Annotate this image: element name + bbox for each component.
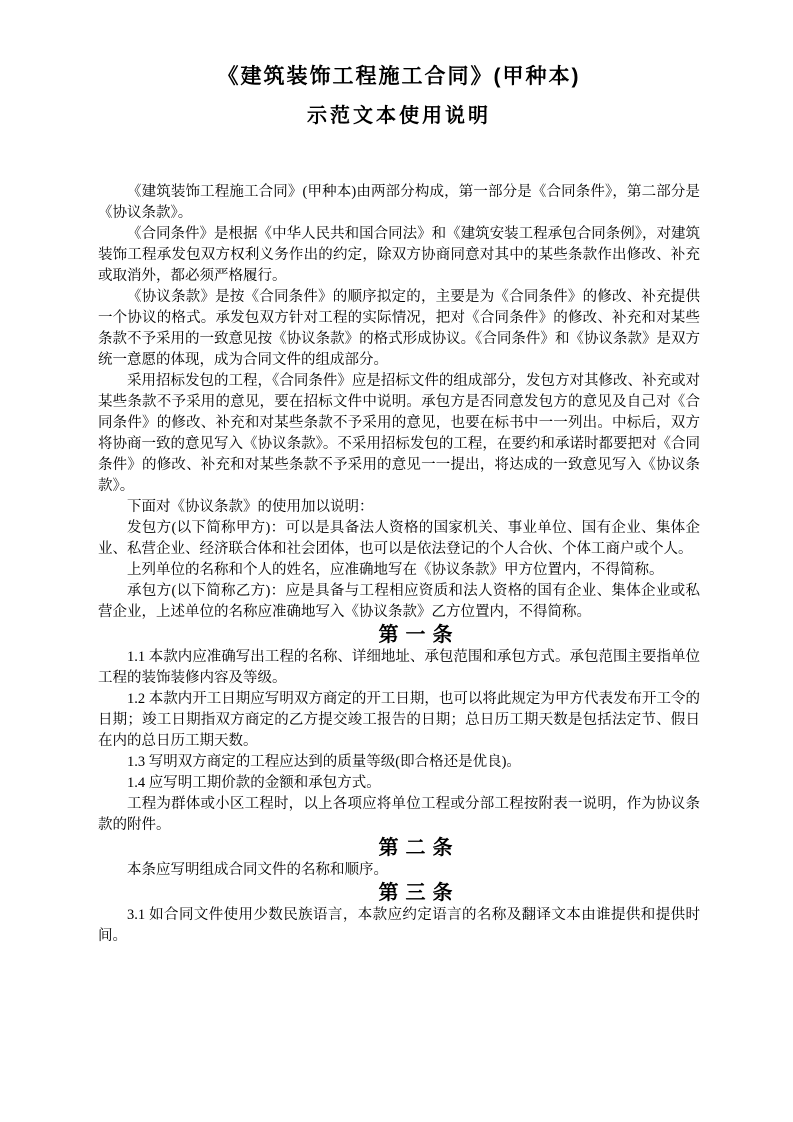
paragraph: 1.2 本款内开工日期应写明双方商定的开工日期，也可以将此规定为甲方代表发布开工令的日期；竣工日期指双方商定的乙方提交竣工报告的日期；总日历工期天数是包括法定节、假日在内的总日历工期天数。 [98,691,700,749]
paragraph: 本条应写明组成合同文件的名称和顺序。 [127,862,388,878]
paragraph: 1.3 写明双方商定的工程应达到的质量等级(即合格还是优良)。 [127,754,521,770]
paragraph: 上列单位的名称和个人的姓名，应准确地写在《协议条款》甲方位置内，不得简称。 [127,562,664,578]
document-body [98,182,700,947]
clause-heading-1: 第一条 [378,624,460,646]
clause-heading-3: 第三条 [378,882,460,904]
document-title: 《建筑装饰工程施工合同》(甲种本) [217,65,581,88]
paragraph: 《合同条件》是根据《中华人民共和国合同法》和《建筑安装工程承包合同条例》，对建筑装饰工程承发包双方权利义务作出的约定，除双方协商同意对其中的某些条款作出修改、补充或取消外，都必须严格履行。 [98,226,700,284]
paragraph: 1.1 本款内应准确写出工程的名称、详细地址、承包范围和承包方式。承包范围主要指单位工程的装饰装修内容及等级。 [98,649,700,686]
paragraph: 《协议条款》是按《合同条件》的顺序拟定的，主要是为《合同条件》的修改、补充提供一个协议的格式。承发包双方针对工程的实际情况，把对《合同条件》的修改、补充和对某些条款不予采用的一致意见按《协议条款》的格式形成协议。《合同条件》和《协议条款》是双方统一意愿的体现，成为合同文件的组成部分。 [98,289,700,368]
paragraph: 发包方(以下简称甲方)：可以是具备法人资格的国家机关、事业单位、国有企业、集体企业、私营企业、经济联合体和社会团体，也可以是依法登记的个人合伙、个体工商户或个人。 [98,520,700,557]
paragraph: 1.4 应写明工期价款的金额和承包方式。 [127,775,381,791]
paragraph: 工程为群体或小区工程时，以上各项应将单位工程或分部工程按附表一说明，作为协议条款的附件。 [98,796,700,833]
clause-heading-2: 第二条 [378,837,460,859]
paragraph: 3.1 如合同文件使用少数民族语言，本款应约定语言的名称及翻译文本由谁提供和提供时间。 [98,907,700,944]
paragraph: 《建筑装饰工程施工合同》(甲种本)由两部分构成，第一部分是《合同条件》，第二部分是《协议条款》。 [98,184,700,221]
paragraph: 采用招标发包的工程，《合同条件》应是招标文件的组成部分，发包方对其修改、补充或对某些条款不予采用的意见，要在招标文件中说明。承包方是否同意发包方的意见及自己对《合同条件》的修改、补充和对某些条款不予采用的意见，也要在标书中一一列出。中标后，双方将协商一致的意见写入《协议条款》。不采用招标发包的工程，在要约和承诺时都要把对《合同条件》的修改、补充和对某些条款不予采用的意见一一提出，将达成的一致意见写入《协议条款》。 [98,373,700,494]
paragraph: 承包方(以下简称乙方)：应是具备与工程相应资质和法人资格的国有企业、集体企业或私营企业，上述单位的名称应准确地写入《协议条款》乙方位置内，不得简称。 [98,583,700,620]
paragraph: 下面对《协议条款》的使用加以说明： [127,499,374,515]
document-subtitle: 示范文本使用说明 [307,105,491,127]
